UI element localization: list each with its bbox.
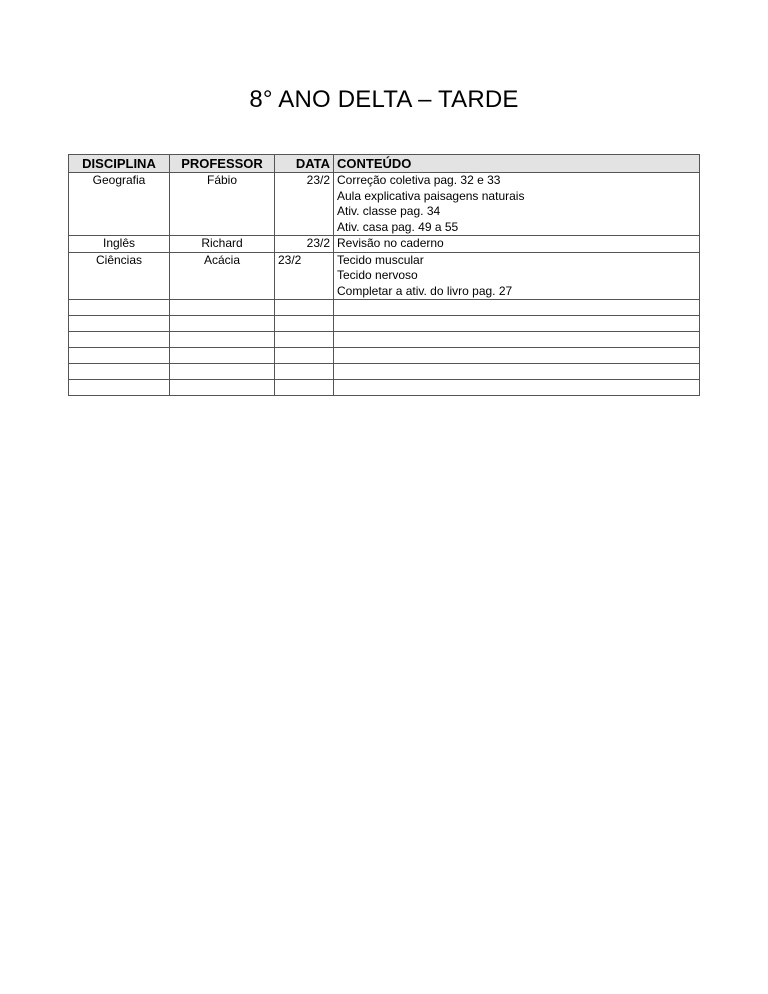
cell-data: 23/2 xyxy=(275,173,334,236)
empty-cell xyxy=(334,380,700,396)
table-row xyxy=(69,173,700,236)
empty-cell xyxy=(69,348,170,364)
empty-row xyxy=(69,348,700,364)
cell-professor: Fábio xyxy=(170,173,275,236)
conteudo-line: Correção coletiva pag. 32 e 33 xyxy=(337,173,501,187)
empty-cell xyxy=(69,380,170,396)
header-data: DATA xyxy=(275,155,334,173)
page-title: 8° ANO DELTA – TARDE xyxy=(249,86,519,113)
empty-cell xyxy=(275,364,334,380)
cell-conteudo xyxy=(334,236,700,253)
empty-cell xyxy=(170,300,275,316)
empty-cell xyxy=(275,348,334,364)
conteudo-line: Tecido muscular xyxy=(337,252,424,267)
cell-conteudo xyxy=(334,173,700,236)
cell-conteudo xyxy=(334,252,700,300)
cell-professor: Acácia xyxy=(170,252,275,300)
empty-row xyxy=(69,364,700,380)
empty-cell xyxy=(170,332,275,348)
empty-cell xyxy=(275,316,334,332)
empty-cell xyxy=(69,300,170,316)
cell-disciplina: Inglês xyxy=(69,236,170,253)
empty-cell xyxy=(170,380,275,396)
conteudo-line: Ativ. casa pag. 49 a 55 xyxy=(337,219,459,234)
empty-row xyxy=(69,332,700,348)
empty-cell xyxy=(334,316,700,332)
cell-data: 23/2 xyxy=(275,252,334,300)
table-row xyxy=(69,236,700,253)
empty-cell xyxy=(69,364,170,380)
empty-cell xyxy=(170,348,275,364)
empty-cell xyxy=(69,332,170,348)
conteudo-line: Completar a ativ. do livro pag. 27 xyxy=(337,283,513,298)
empty-cell xyxy=(334,300,700,316)
empty-cell xyxy=(69,316,170,332)
empty-cell xyxy=(275,332,334,348)
schedule-table xyxy=(68,154,700,396)
empty-row xyxy=(69,316,700,332)
empty-row xyxy=(69,380,700,396)
empty-cell xyxy=(170,364,275,380)
conteudo-line: Ativ. classe pag. 34 xyxy=(337,204,441,218)
cell-disciplina: Ciências xyxy=(69,252,170,300)
empty-cell xyxy=(275,380,334,396)
header-disciplina: DISCIPLINA xyxy=(69,155,170,173)
empty-cell xyxy=(334,332,700,348)
cell-disciplina: Geografia xyxy=(69,173,170,236)
table-row xyxy=(69,252,700,300)
conteudo-line: Tecido nervoso xyxy=(337,268,418,282)
cell-professor: Richard xyxy=(170,236,275,253)
cell-data: 23/2 xyxy=(275,236,334,253)
empty-cell xyxy=(334,348,700,364)
header-professor: PROFESSOR xyxy=(170,155,275,173)
conteudo-line: Aula explicativa paisagens naturais xyxy=(337,188,525,203)
header-conteudo: CONTEÚDO xyxy=(334,155,700,173)
conteudo-line: Revisão no caderno xyxy=(337,236,444,250)
empty-cell xyxy=(170,316,275,332)
table-header-row xyxy=(69,155,700,173)
empty-cell xyxy=(334,364,700,380)
empty-row xyxy=(69,300,700,316)
empty-cell xyxy=(275,300,334,316)
